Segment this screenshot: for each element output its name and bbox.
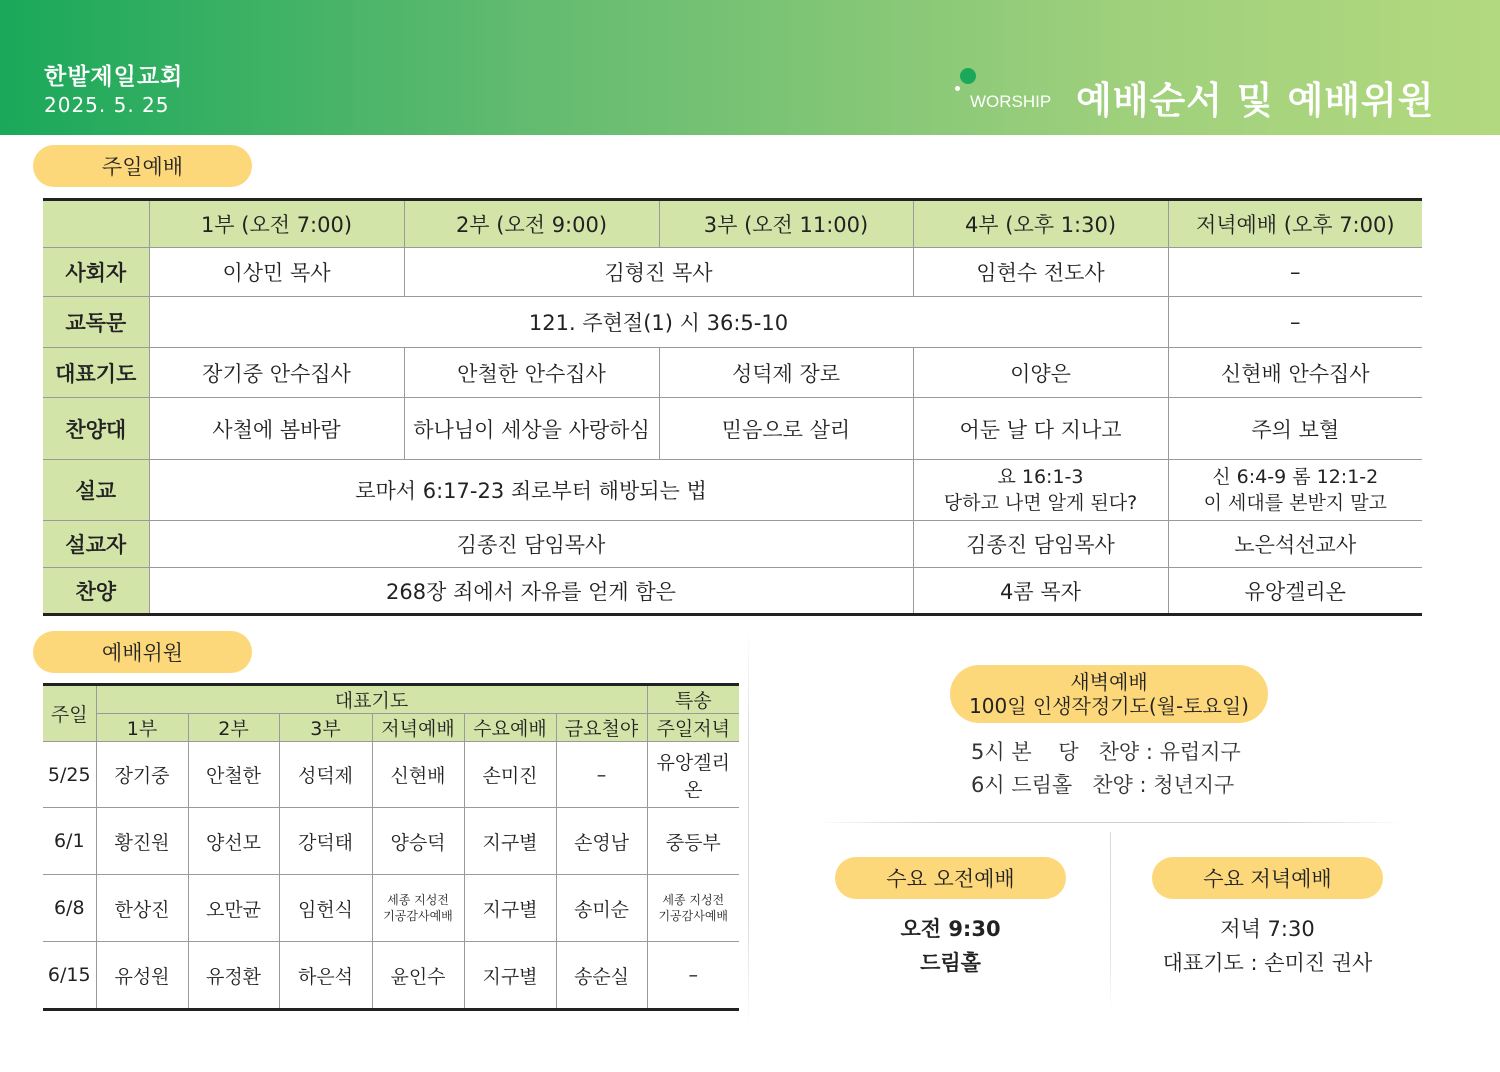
table-cell: 이상민 목사 <box>149 248 404 297</box>
table-cell: 윤인수 <box>372 942 464 1010</box>
table-cell: 안철한 안수집사 <box>404 348 659 398</box>
church-name: 한밭제일교회 <box>44 64 184 90</box>
table-cell: – <box>647 942 739 1010</box>
cell-line: 세종 지성전 <box>387 893 449 907</box>
table-cell: 지구별 <box>464 942 556 1010</box>
table-cell: 이양은 <box>913 348 1168 398</box>
table-cell: 김종진 담임목사 <box>913 521 1168 568</box>
table-row <box>43 297 1422 348</box>
table-cell: 어둔 날 다 지나고 <box>913 398 1168 460</box>
table-cell: 믿음으로 살리 <box>659 398 913 460</box>
table-cell: 지구별 <box>464 808 556 875</box>
table-cell: 성덕제 <box>279 742 372 808</box>
table-cell: 하나님이 세상을 사랑하심 <box>404 398 659 460</box>
table-cell: 김종진 담임목사 <box>149 521 913 568</box>
bulletin-date: 2025. 5. 25 <box>44 93 170 117</box>
table-header-row <box>43 200 1422 248</box>
table-cell: 한상진 <box>96 875 188 942</box>
table-cell: 유성원 <box>96 942 188 1010</box>
column-group-header: 대표기도 <box>96 685 647 714</box>
table-row <box>43 875 739 942</box>
table-row <box>43 521 1422 568</box>
table-cell: 사철에 봄바람 <box>149 398 404 460</box>
section-label-en: WORSHIP <box>970 92 1052 111</box>
column-header: 3부 (오전 11:00) <box>659 200 913 248</box>
sunday-service-label: 주일예배 <box>33 145 252 187</box>
dawn-service-label <box>950 665 1268 723</box>
table-cell: 강덕태 <box>279 808 372 875</box>
table-cell: 유앙겔리온 <box>647 742 739 808</box>
service-place: 드림홀 <box>920 951 981 975</box>
column-header: 2부 (오전 9:00) <box>404 200 659 248</box>
table-cell <box>372 875 464 942</box>
table-row <box>43 460 1422 521</box>
table-cell: 성덕제 장로 <box>659 348 913 398</box>
column-header: 주일 <box>43 685 96 742</box>
horizontal-divider <box>815 822 1405 823</box>
date-cell: 6/1 <box>43 808 96 875</box>
small-dot-icon <box>955 86 960 91</box>
dawn-schedule-line: 6시 드림홀 찬양 : 청년지구 <box>971 773 1235 797</box>
table-cell <box>913 460 1168 521</box>
table-cell: 손미진 <box>464 742 556 808</box>
sermon-title: 이 세대를 본받지 말고 <box>1203 492 1387 514</box>
header-banner <box>0 0 1500 135</box>
table-cell: 장기중 안수집사 <box>149 348 404 398</box>
vertical-divider <box>1110 832 1111 1012</box>
vertical-divider <box>748 630 749 1030</box>
column-header: 금요철야 <box>556 714 647 742</box>
worship-staff-table <box>43 683 739 1011</box>
row-header: 사회자 <box>43 248 149 297</box>
table-cell: 지구별 <box>464 875 556 942</box>
sunday-service-table <box>43 198 1422 616</box>
sermon-ref: 신 6:4-9 롬 12:1-2 <box>1212 466 1379 488</box>
column-group-header: 특송 <box>647 685 739 714</box>
table-cell: 송순실 <box>556 942 647 1010</box>
dawn-title: 새벽예배 <box>1070 670 1148 694</box>
table-cell: 유정환 <box>188 942 279 1010</box>
dawn-subtitle: 100일 인생작정기도(월-토요일) <box>969 694 1249 718</box>
wednesday-evening-label: 수요 저녁예배 <box>1152 857 1383 899</box>
table-cell: 하은석 <box>279 942 372 1010</box>
table-row <box>43 568 1422 615</box>
row-header: 찬양 <box>43 568 149 615</box>
wednesday-morning-label: 수요 오전예배 <box>835 857 1066 899</box>
table-cell: 268장 죄에서 자유를 얻게 함은 <box>149 568 913 615</box>
column-header: 저녁예배 (오후 7:00) <box>1168 200 1422 248</box>
column-header: 수요예배 <box>464 714 556 742</box>
service-time: 저녁 7:30 <box>1220 917 1315 941</box>
table-cell: 신현배 <box>372 742 464 808</box>
table-cell: 양선모 <box>188 808 279 875</box>
table-cell: 오만균 <box>188 875 279 942</box>
row-header: 설교자 <box>43 521 149 568</box>
wednesday-morning-info <box>835 912 1066 980</box>
column-header: 2부 <box>188 714 279 742</box>
table-cell: 주의 보혈 <box>1168 398 1422 460</box>
table-row <box>43 808 739 875</box>
dawn-schedule-line: 5시 본 당 찬양 : 유럽지구 <box>971 740 1241 764</box>
row-header: 교독문 <box>43 297 149 348</box>
table-header-row <box>43 685 739 714</box>
date-cell: 6/15 <box>43 942 96 1010</box>
table-subheader-row <box>43 714 739 742</box>
table-cell: 유앙겔리온 <box>1168 568 1422 615</box>
table-cell: – <box>1168 297 1422 348</box>
date-cell: 6/8 <box>43 875 96 942</box>
table-cell: 손영남 <box>556 808 647 875</box>
cell-line: 세종 지성전 <box>662 893 725 907</box>
table-row <box>43 742 739 808</box>
column-header: 1부 (오전 7:00) <box>149 200 404 248</box>
table-cell: 김형진 목사 <box>404 248 913 297</box>
row-header: 찬양대 <box>43 398 149 460</box>
table-row <box>43 248 1422 297</box>
sermon-title: 당하고 나면 알게 된다? <box>943 492 1138 514</box>
column-header: 저녁예배 <box>372 714 464 742</box>
table-cell: – <box>1168 248 1422 297</box>
table-cell: 임헌식 <box>279 875 372 942</box>
section-title: 예배순서 및 예배위원 <box>1076 79 1435 122</box>
table-row <box>43 398 1422 460</box>
table-cell: 송미순 <box>556 875 647 942</box>
cell-line: 기공감사예배 <box>658 909 729 923</box>
corner-cell <box>43 200 149 248</box>
table-cell: 121. 주현절(1) 시 36:5-10 <box>149 297 1168 348</box>
table-cell: 안철한 <box>188 742 279 808</box>
wednesday-evening-info <box>1120 912 1415 980</box>
date-cell: 5/25 <box>43 742 96 808</box>
column-header: 1부 <box>96 714 188 742</box>
table-cell: 중등부 <box>647 808 739 875</box>
sermon-ref: 요 16:1-3 <box>997 466 1084 488</box>
table-cell: 장기중 <box>96 742 188 808</box>
column-header: 4부 (오후 1:30) <box>913 200 1168 248</box>
service-time: 오전 9:30 <box>900 917 1001 941</box>
column-header: 3부 <box>279 714 372 742</box>
column-header: 주일저녁 <box>647 714 739 742</box>
table-cell: 4콤 목자 <box>913 568 1168 615</box>
row-header: 설교 <box>43 460 149 521</box>
service-prayer: 대표기도 : 손미진 권사 <box>1162 951 1373 975</box>
dot-icon <box>960 68 976 84</box>
table-row <box>43 942 739 1010</box>
table-cell: 로마서 6:17-23 죄로부터 해방되는 법 <box>149 460 913 521</box>
table-cell <box>647 875 739 942</box>
table-cell: – <box>556 742 647 808</box>
table-cell: 신현배 안수집사 <box>1168 348 1422 398</box>
table-cell <box>1168 460 1422 521</box>
worship-staff-label: 예배위원 <box>33 631 252 673</box>
table-cell: 양승덕 <box>372 808 464 875</box>
table-cell: 황진원 <box>96 808 188 875</box>
table-cell: 노은석선교사 <box>1168 521 1422 568</box>
row-header: 대표기도 <box>43 348 149 398</box>
table-row <box>43 348 1422 398</box>
table-cell: 임현수 전도사 <box>913 248 1168 297</box>
cell-line: 기공감사예배 <box>383 909 453 923</box>
